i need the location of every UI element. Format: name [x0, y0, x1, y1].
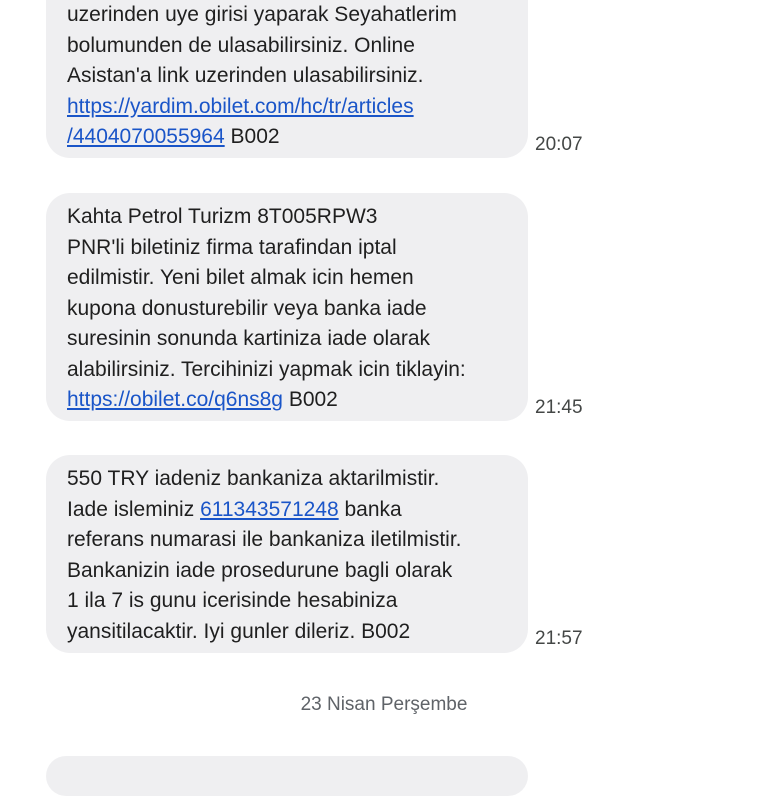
message-text: bolumunden de ulasabilirsiniz. Online	[67, 33, 415, 57]
message-text: suresinin sonunda kartiniza iade olarak	[67, 327, 431, 350]
message-line	[67, 586, 528, 617]
message-text: banka	[338, 497, 402, 521]
message-line	[67, 294, 528, 325]
message-text: Kahta Petrol Turizm 8T005RPW3	[67, 205, 378, 228]
message-text: yansitilacaktir. Iyi gunler dileriz. B002	[67, 619, 411, 643]
message-text: B002	[224, 125, 280, 148]
message-text: referans numarasi ile bankaniza iletilmistir.	[67, 528, 462, 551]
message-line	[67, 263, 528, 294]
message-timestamp: 20:07	[535, 134, 583, 155]
message-link[interactable]: https://yardim.obilet.com/hc/tr/articles	[67, 94, 414, 118]
message-line	[67, 385, 528, 416]
message-bubble[interactable]	[46, 455, 528, 653]
message-timestamp: 21:45	[535, 397, 583, 418]
message-text: PNR'li biletiniz firma tarafindan iptal	[67, 235, 397, 259]
message-bubble[interactable]	[46, 0, 528, 158]
message-line	[67, 202, 528, 233]
message-link[interactable]: https://obilet.co/q6ns8g	[67, 388, 283, 411]
message-line	[67, 324, 528, 355]
message-line	[67, 61, 528, 92]
message-line	[67, 355, 528, 386]
message-text: Asistan'a link uzerinden ulasabilirsiniz.	[67, 64, 424, 87]
message-line	[67, 233, 528, 264]
message-line	[67, 0, 528, 31]
message-text: 550 TRY iadeniz bankaniza aktarilmistir.	[67, 467, 440, 490]
message-text: kupona donusturebilir veya banka iade	[67, 296, 427, 320]
message-bubble[interactable]	[46, 193, 528, 421]
message-line	[67, 556, 528, 587]
message-text: uzerinden uye girisi yaparak Seyahatlerim	[67, 3, 457, 26]
message-timestamp: 21:57	[535, 628, 583, 649]
message-text: 1 ila 7 is gunu icerisinde hesabiniza	[67, 589, 398, 612]
message-line	[67, 495, 528, 526]
message-text: alabilirsiniz. Tercihinizi yapmak icin tiklayin:	[67, 357, 466, 381]
message-link[interactable]: 611343571248	[200, 497, 339, 521]
message-line	[67, 617, 528, 648]
message-link[interactable]: /4404070055964	[67, 125, 225, 148]
message-line	[67, 31, 528, 62]
message-line	[67, 92, 528, 123]
message-bubble[interactable]	[46, 756, 528, 796]
message-text: B002	[282, 388, 338, 411]
message-line	[67, 464, 528, 495]
message-text: edilmistir. Yeni bilet almak icin hemen	[67, 266, 414, 289]
message-text: Iade isleminiz	[67, 497, 201, 521]
message-line	[67, 525, 528, 556]
message-text: Bankanizin iade prosedurune bagli olarak	[67, 558, 453, 582]
message-line	[67, 122, 528, 153]
date-separator: 23 Nisan Perşembe	[300, 694, 468, 715]
